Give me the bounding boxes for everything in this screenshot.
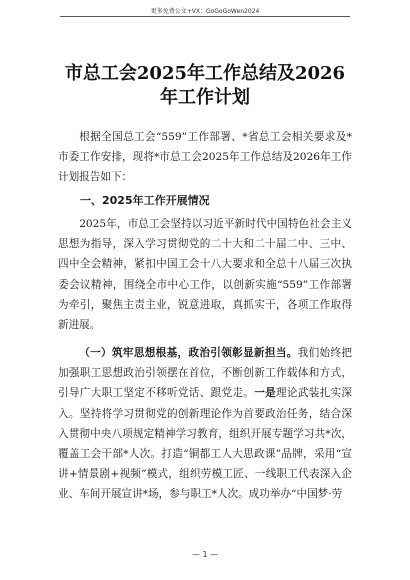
subsection-heading: （一）筑牢思想根基，政治引领彰显新担当。 bbox=[79, 347, 298, 359]
subsection-text-b: 理论武装扎实深入。坚持将学习贯彻党的创新理论作为首要政治任务，结合深入贯彻中央八项规定精神学习教育，组织开展专题学习共*次，覆盖工会干部*人次。打造“铜都工人大思政课”品牌，采用“宣讲+情景剧+视频”模式，组织劳模工匠、一线职工代表深入企业、车间开展宣讲*场，参与职工*人次。成功举办“中国梦·劳 bbox=[58, 387, 353, 501]
subsection-point-marker: 一是 bbox=[254, 387, 277, 400]
page-header-text: 更多免费公文+VX：GoGoGoWen2024 bbox=[150, 8, 260, 15]
section-overview-paragraph: 2025年，市总工会坚持以习近平新时代中国特色社会主义思想为指导，深入学习贯彻党的二十大和二十届二中、三中、四中全会精神，紧扣中国工会十八大要求和全总十八届三次执委会议精神，围绕全市中心工作，以创新实施“559”工作部署为牵引，聚焦主责主业，锐意进取，真抓实干，各项工作取得新进展。 bbox=[58, 218, 352, 332]
header-divider bbox=[60, 16, 350, 17]
intro-paragraph: 根据全国总工会“559”工作部署、*省总工会相关要求及*市委工作安排，现将*市总工会2025年工作总结及2026年工作计划报告如下： bbox=[58, 131, 352, 184]
section-heading-2025: 一、2025年工作开展情况 bbox=[80, 194, 210, 207]
document-title: 市总工会2025年工作总结及2026年工作计划 bbox=[64, 63, 346, 108]
subsection-text-a: 我们始终把加强职工思想政治引领摆在首位，不断创新工作载体和方式，引导广大职工坚定不移听党话、跟党走。 bbox=[58, 347, 352, 400]
page-number: — 1 — bbox=[191, 550, 219, 559]
subsection-paragraph bbox=[58, 343, 352, 505]
